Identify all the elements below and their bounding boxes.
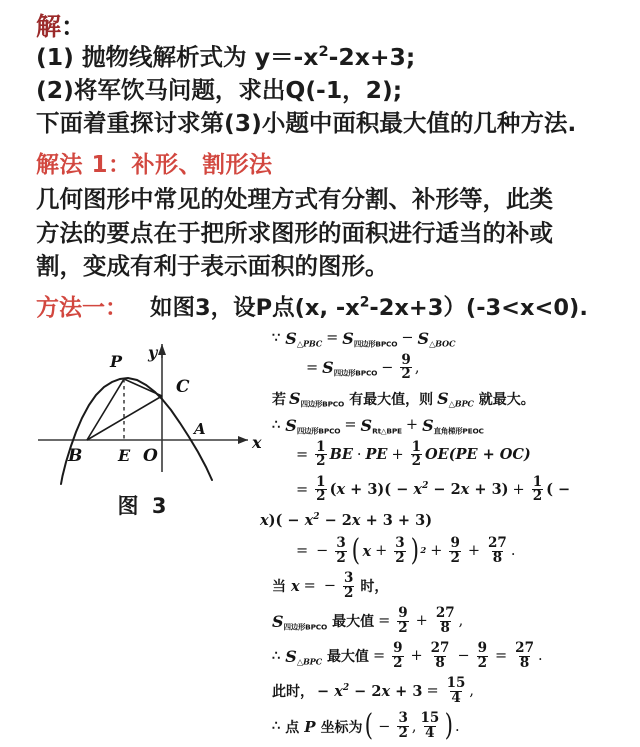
parabola-diagram-svg	[26, 322, 276, 497]
derivation-line-8	[272, 533, 640, 569]
subscript-quad-1: 四边形BPCO	[353, 339, 398, 348]
derivation-line-6	[272, 473, 640, 505]
frac-num: 3	[343, 570, 354, 587]
subscript-trap-PEOC: 直角梯形PEOC	[433, 426, 484, 436]
minus-2: −	[381, 359, 394, 376]
derivation-line-10	[272, 607, 640, 636]
point-label-A: A	[194, 420, 206, 438]
sym-S-tri-BOC: S △BOC	[417, 328, 456, 348]
equals-11: =	[372, 648, 386, 665]
frac-den: 2	[336, 549, 346, 566]
comma-10: ,	[458, 613, 464, 630]
method-paragraph-line-3: 割，变成有利于表示面积的图形。	[36, 252, 389, 281]
frac-num: 1	[411, 438, 422, 455]
term-quadratic-3: − $x^2 - 2x + 3$	[317, 682, 423, 700]
frac-15-4-2	[419, 712, 440, 741]
sym-S-tri-BPC-2: S △BPC	[285, 646, 322, 667]
term-open-paren-6: ( −	[546, 481, 571, 499]
zh-dang: 当	[272, 579, 286, 596]
frac-three-half-1	[335, 537, 346, 566]
frac-num: 3	[395, 535, 405, 552]
frac-num: 27	[515, 640, 534, 657]
frac-den: 2	[393, 654, 403, 671]
subscript-quad-2: 四边形BPCO	[333, 368, 378, 378]
term-PE: PE	[365, 446, 388, 464]
plus-4: +	[405, 417, 419, 434]
frac-num: 15	[420, 710, 440, 727]
derivation-column	[260, 328, 640, 747]
frac-one-half-4	[532, 473, 543, 505]
frac-den: 2	[450, 549, 460, 566]
subscript-rt-BPE: Rt△BPE	[372, 426, 402, 436]
derivation-line-9	[272, 572, 640, 601]
solution-text-block	[0, 0, 640, 322]
minus-8: −	[316, 543, 329, 560]
plus-8c: +	[467, 543, 481, 560]
zh-you-max: 有最大值，则	[349, 391, 434, 408]
minus-13: −	[378, 718, 391, 735]
frac-den: 2	[316, 453, 326, 470]
frac-den: 4	[451, 689, 461, 706]
method-one-tag: 方法一：	[36, 295, 128, 322]
sym-S-quad-BPCO-4: S 四边形BPCO	[285, 415, 341, 436]
minus-1: −	[401, 330, 414, 346]
comma-13: ,	[411, 718, 417, 735]
frac-nine-half-2	[449, 537, 460, 566]
frac-num: 3	[398, 710, 408, 727]
equals-6: =	[296, 481, 309, 498]
minus-11: −	[457, 648, 470, 665]
equals-1: =	[326, 330, 339, 346]
derivation-line-5	[272, 438, 640, 470]
sym-S-quad-BPCO-5: S 四边形BPCO	[272, 611, 328, 632]
frac-den: 2	[532, 488, 543, 505]
derivation-line-11	[272, 642, 640, 671]
term-OE: OE	[425, 446, 449, 464]
frac-den: 2	[395, 549, 405, 566]
zh-ci-shi: 此时，	[272, 684, 314, 701]
subscript-quad-3: 四边形BPCO	[300, 399, 345, 409]
because-symbol: ∵	[272, 330, 281, 346]
frac-one-half-1	[315, 438, 326, 470]
subscript-quad-4: 四边形BPCO	[296, 426, 341, 436]
equals-10: =	[378, 613, 391, 630]
subscript-tri-BPC-1: △BPC	[448, 398, 474, 409]
equals-12: =	[426, 683, 439, 700]
method-one-text-before: 如图3，设P点(x, -x	[150, 295, 360, 322]
frac-den: 2	[401, 366, 411, 383]
term-quadratic-2: $x)( - x^2 - 2x + 3 + 3)$	[260, 512, 433, 530]
comma-12: ,	[469, 683, 475, 700]
plus-5: +	[391, 446, 404, 463]
derivation-line-2	[272, 351, 640, 383]
term-x-9: x	[291, 577, 300, 595]
frac-num: 27	[430, 640, 450, 657]
plus-6: +	[512, 481, 525, 498]
subscript-tri-PBC: △PBC	[296, 338, 323, 348]
term-x-plus-3: (x + 3)	[329, 481, 385, 499]
x-axis-arrow	[238, 436, 248, 444]
frac-15-4-1	[446, 677, 467, 706]
zh-jiu-max: 就最大。	[478, 391, 535, 408]
frac-den: 2	[316, 488, 326, 505]
frac-den: 8	[519, 654, 530, 671]
frac-den: 2	[343, 584, 354, 601]
frac-one-half-3	[315, 473, 326, 505]
paren-open-13: (	[364, 708, 373, 744]
answer-item-1-text: 抛物线解析式为 y＝-x	[82, 43, 319, 72]
answer-label	[36, 14, 618, 40]
figure-caption: 图 3	[117, 494, 170, 518]
answer-item-1-prefix: (1)	[36, 43, 74, 72]
paren-close-13: )	[444, 708, 454, 744]
lead-in-text: 下面着重探讨求第(3)小题中面积最大值的几种方法.	[36, 109, 577, 138]
answer-item-1-sup: 2	[318, 43, 329, 61]
frac-num: 9	[398, 605, 408, 622]
method-paragraph	[36, 183, 596, 283]
answer-item-1	[36, 42, 618, 73]
frac-27-8-4	[514, 642, 535, 671]
segment-PC	[124, 379, 162, 396]
frac-den: 2	[477, 654, 488, 671]
derivation-line-13	[272, 708, 640, 744]
equals-11b: =	[495, 648, 508, 665]
frac-num: 1	[532, 473, 543, 490]
point-label-B: B	[68, 446, 83, 466]
frac-num: 9	[477, 640, 488, 657]
point-label-P: P	[110, 352, 123, 371]
answer-label-colon: ：	[61, 12, 87, 41]
plus-8b: +	[430, 543, 443, 560]
frac-three-half-4	[397, 712, 408, 741]
paren-open-8: (	[351, 533, 360, 569]
paren-close-8: )	[410, 533, 419, 569]
equals-2: =	[306, 359, 319, 376]
dot-5: ·	[356, 446, 362, 463]
frac-den: 8	[492, 549, 503, 566]
frac-num: 1	[316, 438, 326, 455]
frac-den: 2	[398, 725, 408, 742]
derivation-line-3	[272, 389, 640, 409]
answer-label-zh: 解	[36, 12, 62, 41]
method-paragraph-line-2: 方法的要点在于把所求图形的面积进行适当的补或	[36, 218, 553, 247]
answer-item-1-tail: -2x+3;	[328, 43, 416, 72]
derivation-line-7	[260, 511, 640, 531]
segment-BP	[87, 379, 124, 440]
sym-S-tri-PBC: S △PBC	[285, 328, 323, 348]
solution-heading: 解法 1：补形、割形法	[36, 152, 273, 179]
frac-nine-half-3	[397, 607, 408, 636]
period-8: .	[510, 543, 516, 560]
frac-one-half-2	[411, 438, 422, 470]
comma-2: ,	[414, 359, 420, 376]
answer-item-2-prefix: (2)	[36, 76, 74, 105]
frac-den: 2	[411, 453, 422, 470]
figure-3	[26, 322, 276, 537]
sym-S-rt-BPE: S Rt△BPE	[360, 415, 402, 436]
plus-10: +	[415, 613, 428, 630]
derivation-line-12	[272, 677, 640, 706]
frac-27-8-3	[430, 642, 451, 671]
frac-num: 15	[446, 675, 466, 692]
point-P-symbol: P	[304, 717, 316, 736]
answer-item-2	[36, 75, 618, 106]
equals-5: =	[296, 446, 309, 463]
zh-dian: 点	[285, 719, 300, 736]
frac-den: 8	[435, 654, 445, 671]
sym-S-quad-BPCO-3: S 四边形BPCO	[289, 389, 345, 409]
equals-4: =	[344, 417, 357, 434]
method-one-text-after: -2x+3）(-3<x<0).	[369, 295, 588, 322]
term-paren-PE-OC: (PE + OC)	[448, 446, 531, 464]
point-label-E: E	[118, 446, 131, 465]
sym-S-trap-PEOC: S 直角梯形PEOC	[422, 415, 484, 436]
zh-shi: 时，	[360, 579, 389, 596]
subscript-quad-5: 四边形BPCO	[283, 622, 328, 632]
answer-item-2-text: 将军饮马问题，求出Q(-1，2);	[73, 76, 403, 105]
minus-9: −	[323, 578, 336, 595]
frac-three-half-3	[343, 572, 354, 601]
frac-nine-half-4	[392, 642, 403, 671]
term-BE: BE	[329, 446, 353, 464]
frac-nine-half-1	[400, 351, 411, 383]
plus-8: +	[375, 543, 388, 560]
axis-label-y: y	[148, 343, 158, 362]
zh-ruo: 若	[272, 391, 286, 408]
frac-num: 3	[336, 535, 346, 552]
y-axis-arrow	[158, 344, 166, 355]
frac-three-half-2	[394, 537, 405, 566]
method-paragraph-line-1: 几何图形中常见的处理方式有分割、补形等，此类	[36, 185, 553, 214]
frac-den: 8	[440, 619, 450, 636]
equals-9: =	[303, 578, 316, 595]
derivation-line-4	[272, 415, 640, 435]
axis-label-x: x	[252, 433, 262, 452]
frac-num: 1	[316, 473, 326, 490]
therefore-symbol-2: ∴	[272, 648, 281, 664]
frac-nine-half-5	[477, 642, 488, 671]
plus-11: +	[410, 648, 423, 665]
therefore-symbol-3: ∴	[272, 719, 281, 735]
subscript-tri-BPC-2: △BPC	[296, 656, 322, 667]
equals-8: =	[296, 543, 309, 560]
frac-num: 9	[450, 535, 460, 552]
zh-max-value-2: 最大值	[326, 649, 369, 666]
frac-num: 9	[401, 351, 411, 368]
frac-num: 27	[488, 535, 507, 552]
period-11: .	[537, 648, 543, 665]
zh-max-value-1: 最大值	[332, 614, 375, 631]
frac-den: 4	[425, 725, 435, 742]
sym-S-tri-BPC-1: S △BPC	[437, 389, 474, 409]
term-x-8: x	[362, 542, 372, 560]
exponent-8: 2	[420, 546, 427, 557]
point-label-O: O	[143, 446, 158, 466]
term-quadratic-1: ( − $x^2 - 2x + 3$)	[384, 481, 509, 499]
method-one-text	[150, 290, 588, 322]
method-one-sup: 2	[359, 294, 370, 311]
frac-27-8-1	[487, 537, 508, 566]
frac-27-8-2	[435, 607, 456, 636]
frac-den: 2	[398, 619, 408, 636]
subscript-tri-BOC: △BOC	[429, 338, 456, 348]
period-13: .	[454, 718, 460, 735]
sym-S-quad-BPCO-2: S 四边形BPCO	[322, 358, 378, 378]
sym-S-quad-BPCO-1: S 四边形BPCO	[342, 328, 398, 348]
point-label-C: C	[176, 377, 190, 397]
therefore-symbol-1: ∴	[272, 417, 281, 433]
zh-zuobiao-wei: 坐标为	[320, 719, 363, 736]
frac-num: 27	[435, 605, 455, 622]
derivation-line-1	[272, 328, 640, 348]
frac-num: 9	[393, 640, 403, 657]
method-one-row	[36, 289, 618, 322]
